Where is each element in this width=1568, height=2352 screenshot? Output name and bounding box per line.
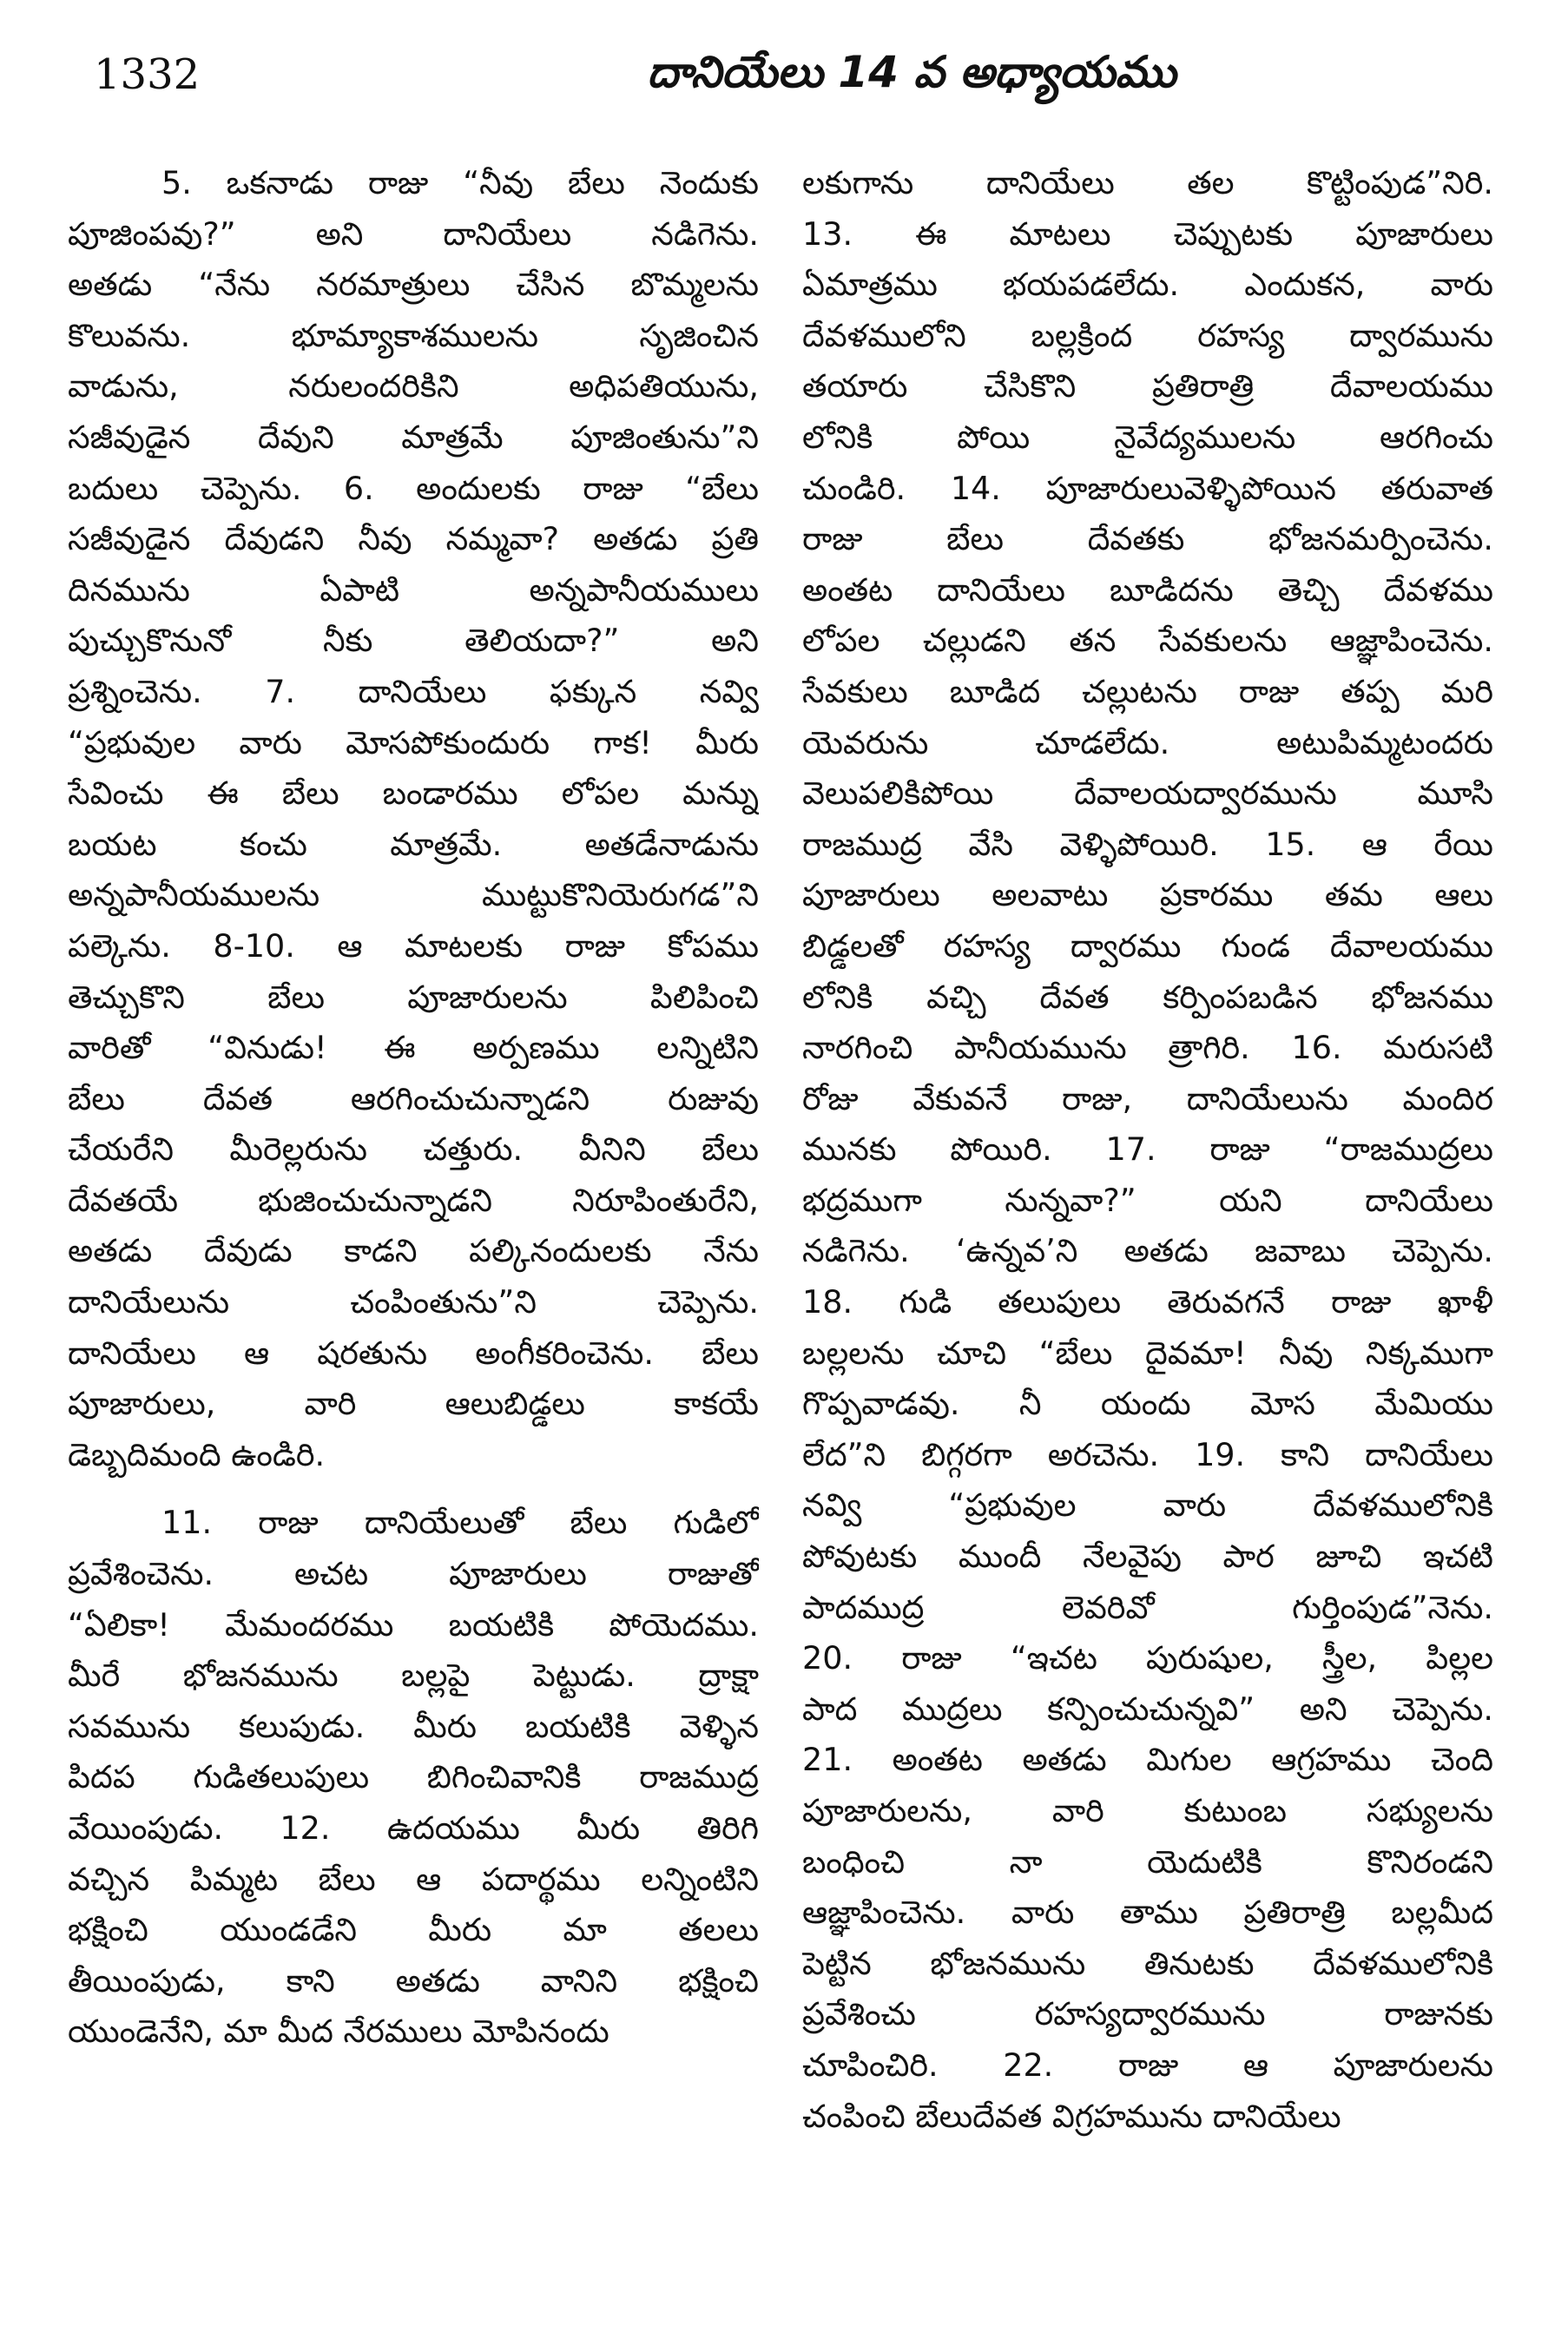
text-line: 13. ఈ మాటలు చెప్పుటకు పూజారులు: [802, 214, 1493, 253]
text-line: పెట్టిన భోజనమును తినుటకు దేవళములోనికి: [802, 1944, 1493, 1982]
text-line: ఏమాత్రము భయపడలేదు. ఎందుకన, వారు: [802, 266, 1493, 304]
text-line: భక్షించి యుండడేని మీరు మా తలలు: [68, 1911, 759, 1949]
text-line: మునకు పోయిరి. 17. రాజు “రాజముద్రలు: [802, 1130, 1493, 1169]
text-line: పోవుటకు ముందీ నేలవైపు పార జూచి ఇచటి: [802, 1538, 1493, 1576]
text-line: రాజముద్ర వేసి వెళ్ళిపోయిరి. 15. ఆ రేయి: [802, 825, 1493, 863]
text-line: పుచ్చుకొనునో నీకు తెలియదా?” అని: [68, 622, 759, 660]
text-line: వాడును, నరులందరికిని అధిపతియును,: [68, 367, 759, 405]
text-line: వేయింపుడు. 12. ఉదయము మీరు తిరిగి: [68, 1809, 759, 1847]
text-line: అతడు “నేను నరమాత్రులు చేసిన బొమ్మలను: [68, 266, 759, 304]
text-line: దానియేలు ఆ షరతును అంగీకరించెను. బేలు: [68, 1334, 759, 1372]
text-line: అన్నపానీయములను ముట్టుకొనియెరుగడ”ని: [68, 876, 759, 914]
text-line: సవమును కలుపుడు. మీరు బయటికి వెళ్ళిన: [68, 1707, 759, 1745]
text-line: 5. ఒకనాడు రాజు “నీవు బేలు నెందుకు: [161, 164, 759, 201]
text-line: బల్లలను చూచి “బేలు దైవమా! నీవు నిక్కముగా: [802, 1334, 1493, 1372]
text-line: పూజారులను, వారి కుటుంబ సభ్యులను: [802, 1792, 1493, 1829]
text-line: తెచ్చుకొని బేలు పూజారులను పిలిపించి: [68, 978, 759, 1016]
text-line: దానియేలును చంపింతును”ని చెప్పెను.: [68, 1283, 759, 1321]
right-column: [802, 158, 1493, 2329]
text-line: దేవళములోని బల్లక్రింద రహస్య ద్వారమును: [802, 316, 1493, 354]
text-line: బిడ్డలతో రహస్య ద్వారము గుండ దేవాలయము: [802, 926, 1493, 965]
text-line: అతడు దేవుడు కాడని పల్కినందులకు నేను: [68, 1232, 759, 1270]
text-line: చేయరేని మీరెల్లరును చత్తురు. వీనిని బేలు: [68, 1130, 759, 1169]
text-line: వచ్చిన పిమ్మట బేలు ఆ పదార్థము లన్నింటిని: [68, 1860, 759, 1898]
text-line: సజీవుడైన దేవుని మాత్రమే పూజింతును”ని: [68, 418, 759, 456]
page-number: 1332: [94, 50, 201, 99]
text-line: పాదముద్ర లెవరివో గుర్తింపుడ”నెను.: [802, 1588, 1493, 1626]
text-line: 21. అంతట అతడు మిగుల ఆగ్రహము చెంది: [802, 1741, 1493, 1779]
text-line: బంధించి నా యెదుటికి కొనిరండని: [802, 1842, 1493, 1881]
text-line: నడిగెను. ‘ఉన్నవ’ని అతడు జవాబు చెప్పెను.: [802, 1232, 1493, 1270]
text-line: యుండెనేని, మా మీద నేరములు మోపినందు: [68, 2013, 609, 2051]
text-line: బేలు దేవత ఆరగించుచున్నాడని రుజువు: [68, 1079, 759, 1117]
text-line: నారగించి పానీయమును త్రాగిరి. 16. మరుసటి: [802, 1029, 1493, 1067]
text-line: లకుగాను దానియేలు తల కొట్టింపుడ”నిరి.: [802, 164, 1493, 201]
text-line: తయారు చేసికొని ప్రతిరాత్రి దేవాలయము: [802, 367, 1493, 405]
text-line: 11. రాజు దానియేలుతో బేలు గుడిలో: [161, 1504, 759, 1542]
text-line: రోజు వేకువనే రాజు, దానియేలును మందిర: [802, 1079, 1493, 1117]
text-line: 20. రాజు “ఇచట పురుషుల, స్త్రీల, పిల్లల: [802, 1639, 1493, 1677]
text-line: పాద ముద్రలు కన్పించుచున్నవి” అని చెప్పెను.: [802, 1690, 1493, 1728]
text-line: మీరే భోజనమును బల్లపై పెట్టుడు. ద్రాక్షా: [68, 1657, 759, 1695]
text-line: దినమును ఏపాటి అన్నపానీయములు: [68, 570, 759, 609]
text-line: సజీవుడైన దేవుడని నీవు నమ్మవా? అతడు ప్రతి: [68, 520, 759, 558]
text-line: లోపల చల్లుడని తన సేవకులను ఆజ్ఞాపించెను.: [802, 622, 1493, 660]
text-line: పిదప గుడితలుపులు బిగించివానికి రాజముద్ర: [68, 1758, 759, 1796]
text-line: లేద”ని బిగ్గరగా అరచెను. 19. కాని దానియేలు: [802, 1435, 1493, 1473]
running-head: దానియేలు 14 వ అధ్యాయము: [647, 47, 1176, 97]
text-line: తీయింపుడు, కాని అతడు వానిని భక్షించి: [68, 1961, 759, 2000]
text-line: సేవకులు బూడిద చల్లుటను రాజు తప్ప మరి: [802, 672, 1493, 710]
text-line: భద్రముగా నున్నవా?” యని దానియేలు: [802, 1181, 1493, 1219]
text-line: “ప్రభువుల వారు మోసపోకుందురు గాక! మీరు: [68, 723, 759, 761]
text-line: నవ్వి “ప్రభువుల వారు దేవళములోనికి: [802, 1486, 1493, 1525]
text-line: అంతట దానియేలు బూడిదను తెచ్చి దేవళము: [802, 570, 1493, 609]
text-line: కొలువను. భూమ్యాకాశములను సృజించిన: [68, 316, 759, 354]
text-line: చూపించిరి. 22. రాజు ఆ పూజారులను: [802, 2046, 1493, 2084]
left-column: [68, 158, 759, 2329]
text-line: డెబ్బదిమంది ఉండిరి.: [68, 1435, 326, 1473]
text-line: ప్రశ్నించెను. 7. దానియేలు ఫక్కున నవ్వి: [68, 672, 759, 710]
text-line: లోనికి వచ్చి దేవత కర్పింపబడిన భోజనము: [802, 978, 1493, 1016]
text-line: చంపించి బేలుదేవత విగ్రహమును దానియేలు: [802, 2097, 1341, 2135]
text-line: పూజింపవు?” అని దానియేలు నడిగెను.: [68, 214, 759, 253]
text-line: బదులు చెప్పెను. 6. అందులకు రాజు “బేలు: [68, 469, 759, 507]
text-line: వారితో “వినుడు! ఈ అర్పణము లన్నిటిని: [68, 1029, 759, 1067]
text-line: వెలుపలికిపోయి దేవాలయద్వారమును మూసి: [802, 774, 1493, 813]
text-line: 18. గుడి తలుపులు తెరువగనే రాజు ఖాళీ: [802, 1283, 1493, 1321]
text-line: రాజు బేలు దేవతకు భోజనమర్పించెను.: [802, 520, 1493, 558]
text-line: లోనికి పోయి నైవేద్యములను ఆరగించు: [802, 418, 1493, 456]
text-line: యెవరును చూడలేదు. అటుపిమ్మటందరు: [802, 723, 1493, 761]
text-line: “ఏలికా! మేమందరము బయటికి పోయెదము.: [68, 1605, 759, 1644]
text-line: చుండిరి. 14. పూజారులువెళ్ళిపోయిన తరువాత: [802, 469, 1493, 507]
text-line: పూజారులు, వారి ఆలుబిడ్డలు కాకయే: [68, 1385, 759, 1423]
text-line: గొప్పవాడవు. నీ యందు మోస మేమియు: [802, 1385, 1493, 1423]
text-line: బయట కంచు మాత్రమే. అతడేనాడును: [68, 825, 759, 863]
text-line: సేవించు ఈ బేలు బండారము లోపల మన్ను: [68, 774, 759, 813]
text-line: పల్కెను. 8-10. ఆ మాటలకు రాజు కోపము: [68, 926, 759, 965]
text-line: దేవతయే భుజించుచున్నాడని నిరూపింతురేని,: [68, 1181, 759, 1219]
text-line: ప్రవేశించు రహస్యద్వారమును రాజునకు: [802, 1995, 1493, 2033]
text-line: పూజారులు అలవాటు ప్రకారము తమ ఆలు: [802, 876, 1493, 914]
text-line: ప్రవేశించెను. అచట పూజారులు రాజుతో: [68, 1555, 759, 1593]
text-line: ఆజ్ఞాపించెను. వారు తాము ప్రతిరాత్రి బల్లమీద: [802, 1894, 1493, 1932]
